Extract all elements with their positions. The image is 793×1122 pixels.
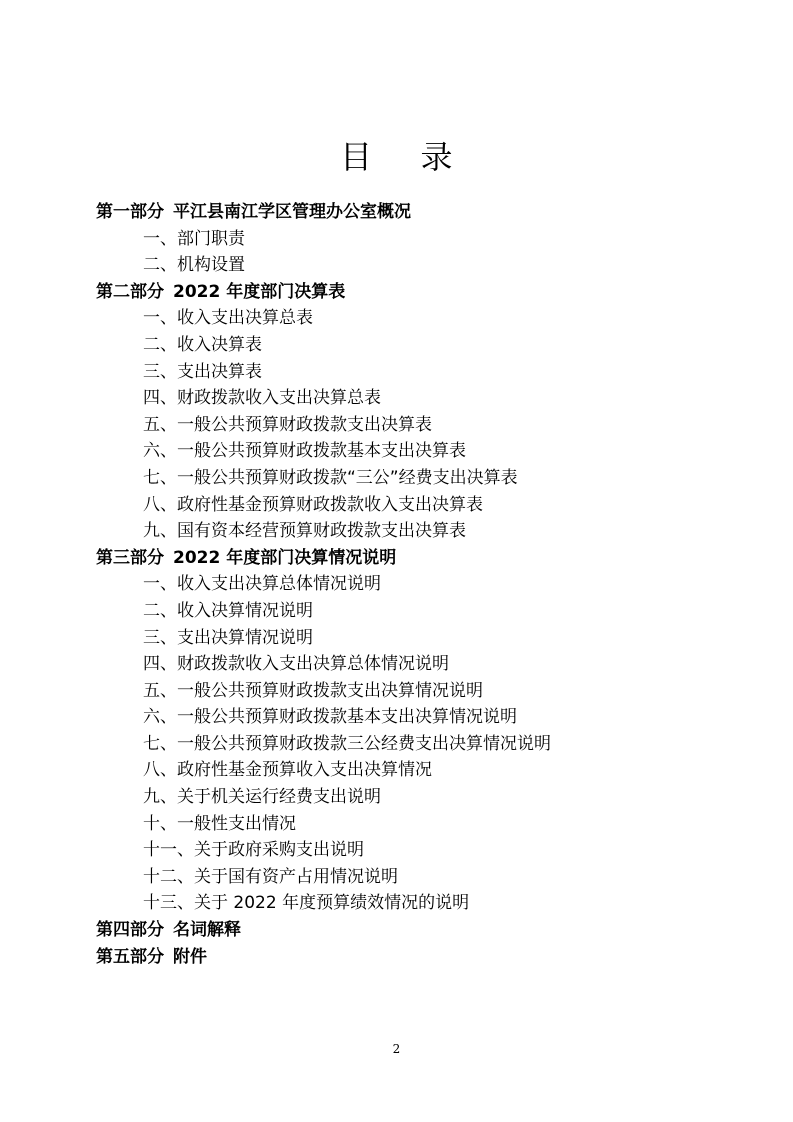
toc-item-label: 十一、关于政府采购支出说明: [143, 840, 364, 861]
toc-part-heading: [96, 199, 716, 226]
toc-item: [96, 226, 716, 253]
toc-item-label: 一、收入支出决算总表: [143, 308, 313, 329]
toc-item-label: 四、财政拨款收入支出决算总表: [143, 388, 381, 409]
toc-item: [96, 784, 716, 811]
toc-item-label: 九、国有资本经营预算财政拨款支出决算表: [143, 521, 466, 542]
page-title-char: 目: [339, 138, 373, 177]
toc-part-heading: [96, 944, 716, 971]
toc-part-number: 第一部分: [96, 202, 164, 222]
toc-item-label: 七、一般公共预算财政拨款三公经费支出决算情况说明: [143, 733, 551, 754]
toc-part-title: 名词解释: [173, 920, 241, 941]
toc-part-title: 附件: [173, 946, 207, 967]
toc-item-label: 三、支出决算表: [143, 361, 262, 382]
toc-item: [96, 651, 716, 678]
toc-item-label: 一、收入支出决算总体情况说明: [143, 574, 381, 595]
toc-item-label: 一、部门职责: [143, 228, 245, 249]
toc-item-label: 十二、关于国有资产占用情况说明: [143, 866, 398, 887]
toc-item: [96, 518, 716, 545]
toc-part-number: 第二部分: [96, 281, 164, 302]
toc-item: [96, 864, 716, 891]
toc-part-heading: [96, 917, 716, 944]
toc-item: [96, 625, 716, 652]
toc-part-title: 平江县南江学区管理办公室概况: [173, 202, 411, 222]
toc-item: [96, 598, 716, 625]
toc-item: [96, 731, 716, 758]
toc-item: [96, 305, 716, 332]
toc-part-heading: [96, 279, 716, 306]
toc-item-label: 五、一般公共预算财政拨款支出决算表: [143, 414, 432, 435]
toc-item-label: 二、机构设置: [143, 255, 245, 276]
page-title-char: 录: [420, 138, 454, 177]
toc-item: [96, 704, 716, 731]
toc-item: [96, 678, 716, 705]
toc-part-number: 第四部分: [96, 920, 164, 941]
toc-item: [96, 359, 716, 386]
toc-item-label: 八、政府性基金预算财政拨款收入支出决算表: [143, 494, 483, 515]
toc-part-number: 第三部分: [96, 547, 164, 568]
toc-item: [96, 332, 716, 359]
toc-item: [96, 252, 716, 279]
toc-item: [96, 412, 716, 439]
toc-item-label: 七、一般公共预算财政拨款“三公”经费支出决算表: [143, 467, 518, 488]
toc-item: [96, 837, 716, 864]
toc-item-label: 二、收入决算表: [143, 334, 262, 355]
toc-item: [96, 571, 716, 598]
toc-item: [96, 890, 716, 917]
toc-item: [96, 757, 716, 784]
toc-item-label: 四、财政拨款收入支出决算总体情况说明: [143, 654, 449, 675]
toc-item: [96, 385, 716, 412]
toc-item-label: 十、一般性支出情况: [143, 813, 296, 834]
toc-part-title: 2022 年度部门决算表: [173, 281, 346, 302]
toc-item-label: 五、一般公共预算财政拨款支出决算情况说明: [143, 680, 483, 701]
toc-item: [96, 465, 716, 492]
toc-part-heading: [96, 545, 716, 572]
page-number: 2: [392, 1042, 401, 1056]
toc-item-label: 二、收入决算情况说明: [143, 600, 313, 621]
toc-part-title: 2022 年度部门决算情况说明: [173, 547, 397, 568]
page-title: [0, 133, 793, 181]
toc-item-label: 三、支出决算情况说明: [143, 627, 313, 648]
table-of-contents: [96, 199, 716, 970]
toc-item-label: 十三、关于 2022 年度预算绩效情况的说明: [143, 893, 470, 914]
toc-item: [96, 811, 716, 838]
toc-item-label: 六、一般公共预算财政拨款基本支出决算表: [143, 441, 466, 462]
toc-part-number: 第五部分: [96, 946, 164, 967]
toc-item: [96, 438, 716, 465]
toc-item: [96, 492, 716, 519]
toc-item-label: 六、一般公共预算财政拨款基本支出决算情况说明: [143, 707, 517, 728]
toc-item-label: 八、政府性基金预算收入支出决算情况: [143, 760, 432, 781]
toc-item-label: 九、关于机关运行经费支出说明: [143, 787, 381, 808]
